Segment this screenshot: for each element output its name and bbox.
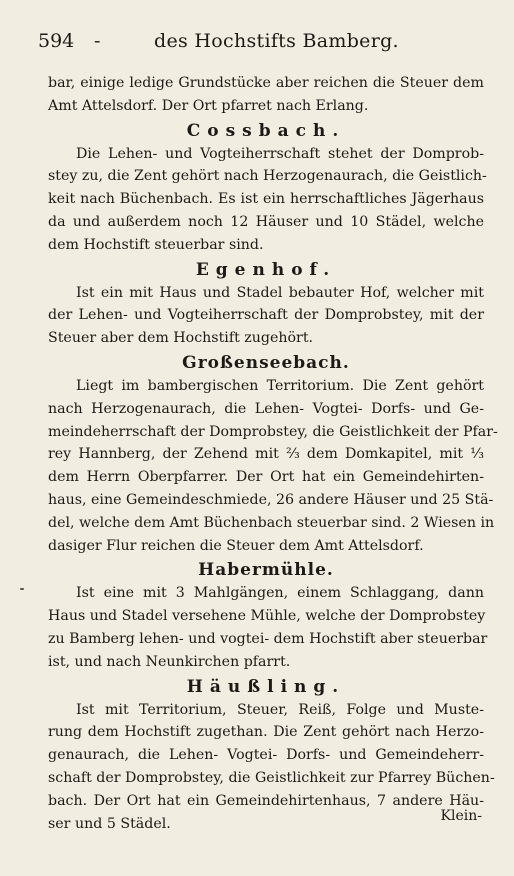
text-line: Ist mit Territorium, Steuer, Reiß, Folge und Muste-	[76, 701, 484, 718]
entry-section	[48, 558, 488, 673]
text-line: Ist eine mit 3 Mahlgängen, einem Schlaggang, dann	[76, 585, 484, 602]
catchword: Klein-	[440, 808, 482, 824]
text-line: genaurach, die Lehen- Vogtei- Dorfs- und Gemeindeherr-	[48, 747, 484, 764]
text-line: nach Herzogenaurach, die Lehen- Vogtei- Dorfs- und Ge-	[48, 400, 484, 417]
entry-heading: Habermühle.	[198, 560, 334, 581]
text-line: zu Bamberg lehen- und vogtei- dem Hochstift aber steuerbar	[48, 630, 488, 647]
margin-speck	[20, 588, 24, 590]
text-line: bach. Der Ort hat ein Gemeindehirtenhaus, 7 andere Häu-	[48, 792, 484, 809]
entry-section	[48, 119, 487, 257]
text-line: haus, eine Gemeindeschmiede, 26 andere Häuser und 25 Stä-	[48, 491, 494, 508]
running-head: des Hochstifts Bamberg.	[154, 30, 399, 52]
header-dash: -	[94, 30, 101, 52]
text-line: Haus und Stadel versehene Mühle, welche der Domprobstey	[48, 608, 486, 625]
text-line: Liegt im bambergischen Territorium. Die Zent gehört	[76, 377, 484, 394]
text-line: der Lehen- und Vogteiherrschaft der Domprobstey, mit der	[48, 307, 484, 324]
text-line: meindeherrschaft der Domprobstey, die Geistlichkeit der Pfar-	[48, 423, 498, 440]
text-line: Die Lehen- und Vogteiherrschaft stehet der Domprob-	[76, 145, 484, 162]
text-line: da und außerdem noch 12 Häuser und 10 Städel, welche	[48, 213, 484, 230]
entry-section	[48, 72, 484, 118]
text-line: schaft der Domprobstey, die Geistlichkeit zur Pfarrey Büchen-	[48, 769, 495, 786]
text-line: dem Hochstift steuerbar sind.	[48, 236, 264, 253]
text-line: rung dem Hochstift zugethan. Die Zent gehört nach Herzo-	[48, 724, 484, 741]
text-line: dem Herrn Oberpfarrer. Der Ort hat ein Gemeindehirten-	[48, 469, 484, 486]
text-line: ist, und nach Neunkirchen pfarrt.	[48, 653, 291, 670]
entry-section	[48, 258, 484, 350]
entry-heading: Häußling.	[186, 676, 346, 697]
entry-heading: Cossbach.	[186, 120, 346, 141]
text-line: Ist ein mit Haus und Stadel bebauter Hof, welcher mit	[76, 284, 484, 301]
page-body	[48, 72, 498, 835]
text-line: del, welche dem Amt Büchenbach steuerbar sind. 2 Wiesen in	[48, 514, 495, 531]
entry-section	[48, 351, 498, 557]
text-line: dasiger Flur reichen die Steuer dem Amt Attelsdorf.	[48, 537, 424, 554]
page-number: 594	[38, 30, 75, 52]
text-line: stey zu, die Zent gehört nach Herzogenaurach, die Geistlich-	[48, 168, 487, 185]
text-line: rey Hannberg, der Zehend mit ⅔ dem Domkapitel, mit ⅓	[48, 446, 484, 463]
text-line: Amt Attelsdorf. Der Ort pfarret nach Erlang.	[48, 97, 369, 114]
text-line: Steuer aber dem Hochstift zugehört.	[48, 330, 314, 347]
page-header	[38, 22, 474, 56]
entry-section	[48, 675, 495, 836]
text-line: keit nach Büchenbach. Es ist ein herrschaftliches Jägerhaus	[48, 191, 484, 208]
text-line: bar, einige ledige Grundstücke aber reichen die Steuer dem	[48, 75, 484, 91]
entry-heading: Großenseebach.	[182, 352, 350, 373]
text-line: ser und 5 Städel.	[48, 815, 171, 832]
entry-heading: Egenhof.	[195, 259, 337, 280]
